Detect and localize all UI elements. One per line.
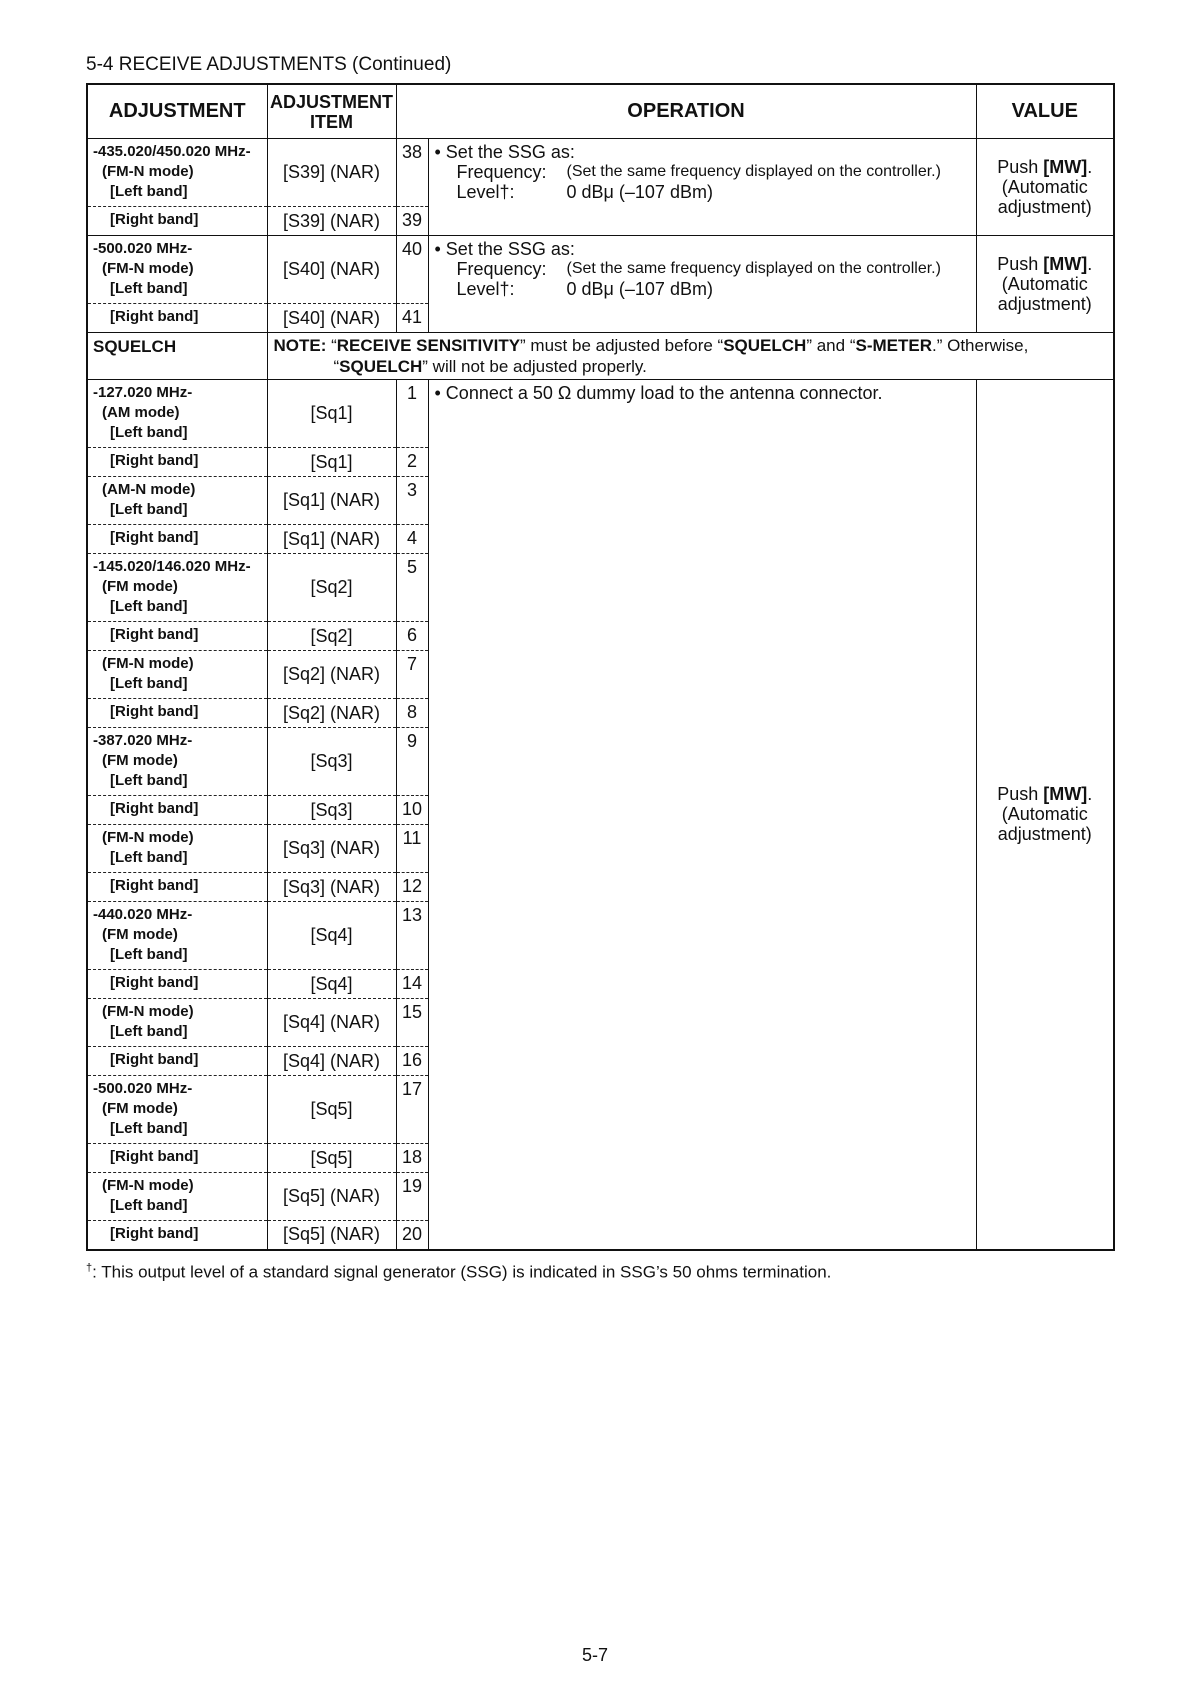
adjustment-item-cell: [Sq3] — [267, 728, 396, 796]
adjustment-cell: -500.020 MHz- (FM mode) [Left band] — [87, 1076, 267, 1144]
adjustment-item-cell: [S40] (NAR) — [267, 304, 396, 333]
adjustment-item-cell: [Sq4] (NAR) — [267, 999, 396, 1047]
header-adjustment-item: ADJUSTMENT ITEM — [267, 84, 396, 139]
step-number: 6 — [396, 622, 428, 651]
adjustment-item-cell: [Sq4] (NAR) — [267, 1047, 396, 1076]
adjustment-cell: (FM-N mode) [Left band] — [87, 999, 267, 1047]
squelch-note: NOTE: “RECEIVE SENSITIVITY” must be adjusted before “SQUELCH” and “S-METER.” Otherwise, “SQUELCH” will not be adjusted properly. — [267, 333, 1114, 380]
adjustment-cell: (AM-N mode) [Left band] — [87, 477, 267, 525]
adjustment-item-cell: [Sq5] — [267, 1076, 396, 1144]
adjustment-item-cell: [Sq2] (NAR) — [267, 699, 396, 728]
adjustment-cell: -127.020 MHz- (AM mode) [Left band] — [87, 380, 267, 448]
step-number: 12 — [396, 873, 428, 902]
adjustment-cell: (FM-N mode) [Left band] — [87, 651, 267, 699]
adjustment-cell: (FM-N mode) [Left band] — [87, 1173, 267, 1221]
step-number: 1 — [396, 380, 428, 448]
adjustment-item-cell: [Sq5] — [267, 1144, 396, 1173]
operation-cell: • Connect a 50 Ω dummy load to the antenna connector. — [428, 380, 976, 1250]
adjustment-cell: -145.020/146.020 MHz- (FM mode) [Left band] — [87, 554, 267, 622]
header-adjustment: ADJUSTMENT — [87, 84, 267, 139]
step-number: 4 — [396, 525, 428, 554]
table-row — [87, 380, 1114, 448]
step-number: 40 — [396, 236, 428, 304]
step-number: 13 — [396, 902, 428, 970]
step-number: 7 — [396, 651, 428, 699]
adjustment-item-cell: [S40] (NAR) — [267, 236, 396, 304]
step-number: 38 — [396, 139, 428, 207]
step-number: 9 — [396, 728, 428, 796]
squelch-note-row — [87, 333, 1114, 380]
table-row — [87, 139, 1114, 207]
adjustment-item-cell: [S39] (NAR) — [267, 139, 396, 207]
step-number: 5 — [396, 554, 428, 622]
table-row — [87, 236, 1114, 304]
step-number: 3 — [396, 477, 428, 525]
adjustment-item-cell: [Sq5] (NAR) — [267, 1173, 396, 1221]
adjustment-item-cell: [S39] (NAR) — [267, 207, 396, 236]
adjustment-item-cell: [Sq1] — [267, 448, 396, 477]
adjustment-item-cell: [Sq4] — [267, 902, 396, 970]
footnote: †: This output level of a standard signal generator (SSG) is indicated in SSG’s 50 ohms termination. — [86, 1262, 832, 1282]
adjustment-cell: [Right band] — [87, 304, 267, 333]
header-operation: OPERATION — [396, 84, 976, 139]
header-value: VALUE — [976, 84, 1114, 139]
adjustment-cell: [Right band] — [87, 699, 267, 728]
step-number: 39 — [396, 207, 428, 236]
step-number: 20 — [396, 1221, 428, 1250]
adjustment-cell: [Right band] — [87, 1221, 267, 1250]
adjustment-cell: -387.020 MHz- (FM mode) [Left band] — [87, 728, 267, 796]
value-cell: Push [MW]. (Automatic adjustment) — [976, 236, 1114, 333]
step-number: 14 — [396, 970, 428, 999]
squelch-label: SQUELCH — [87, 333, 267, 380]
adjustment-item-cell: [Sq4] — [267, 970, 396, 999]
adjustment-item-cell: [Sq3] (NAR) — [267, 825, 396, 873]
operation-cell: • Set the SSG as: Frequency: (Set the same frequency displayed on the controller.) Level†: 0 dBμ (–107 dBm) — [428, 139, 976, 236]
step-number: 18 — [396, 1144, 428, 1173]
step-number: 10 — [396, 796, 428, 825]
step-number: 19 — [396, 1173, 428, 1221]
adjustment-cell: [Right band] — [87, 525, 267, 554]
adjustment-cell: -440.020 MHz- (FM mode) [Left band] — [87, 902, 267, 970]
adjustment-item-cell: [Sq2] — [267, 554, 396, 622]
page-number: 5-7 — [581, 1645, 608, 1665]
value-cell: Push [MW]. (Automatic adjustment) — [976, 380, 1114, 1250]
value-cell: Push [MW]. (Automatic adjustment) — [976, 139, 1114, 236]
adjustment-cell: (FM-N mode) [Left band] — [87, 825, 267, 873]
step-number: 8 — [396, 699, 428, 728]
adjustment-item-cell: [Sq1] (NAR) — [267, 525, 396, 554]
step-number: 16 — [396, 1047, 428, 1076]
adjustment-cell: -500.020 MHz- (FM-N mode) [Left band] — [87, 236, 267, 304]
adjustment-item-cell: [Sq2] (NAR) — [267, 651, 396, 699]
adjustment-cell: [Right band] — [87, 970, 267, 999]
step-number: 11 — [396, 825, 428, 873]
adjustment-item-cell: [Sq1] — [267, 380, 396, 448]
adjustment-cell: -435.020/450.020 MHz- (FM-N mode) [Left band] — [87, 139, 267, 207]
step-number: 41 — [396, 304, 428, 333]
table-header-row — [87, 84, 1114, 139]
adjustment-item-cell: [Sq5] (NAR) — [267, 1221, 396, 1250]
adjustment-cell: [Right band] — [87, 1047, 267, 1076]
step-number: 2 — [396, 448, 428, 477]
adjustment-item-cell: [Sq3] — [267, 796, 396, 825]
adjustment-cell: [Right band] — [87, 873, 267, 902]
adjustment-cell: [Right band] — [87, 207, 267, 236]
step-number: 15 — [396, 999, 428, 1047]
operation-cell: • Set the SSG as: Frequency: (Set the same frequency displayed on the controller.) Level†: 0 dBμ (–107 dBm) — [428, 236, 976, 333]
adjustment-cell: [Right band] — [87, 622, 267, 651]
adjustment-item-cell: [Sq2] — [267, 622, 396, 651]
adjustment-item-cell: [Sq3] (NAR) — [267, 873, 396, 902]
adjustment-cell: [Right band] — [87, 796, 267, 825]
adjustment-cell: [Right band] — [87, 1144, 267, 1173]
squelch-rows — [87, 380, 1114, 1250]
adjustment-cell: [Right band] — [87, 448, 267, 477]
section-title: 5-4 RECEIVE ADJUSTMENTS (Continued) — [86, 54, 452, 75]
adjustment-table — [86, 83, 1115, 1251]
adjustment-item-cell: [Sq1] (NAR) — [267, 477, 396, 525]
step-number: 17 — [396, 1076, 428, 1144]
